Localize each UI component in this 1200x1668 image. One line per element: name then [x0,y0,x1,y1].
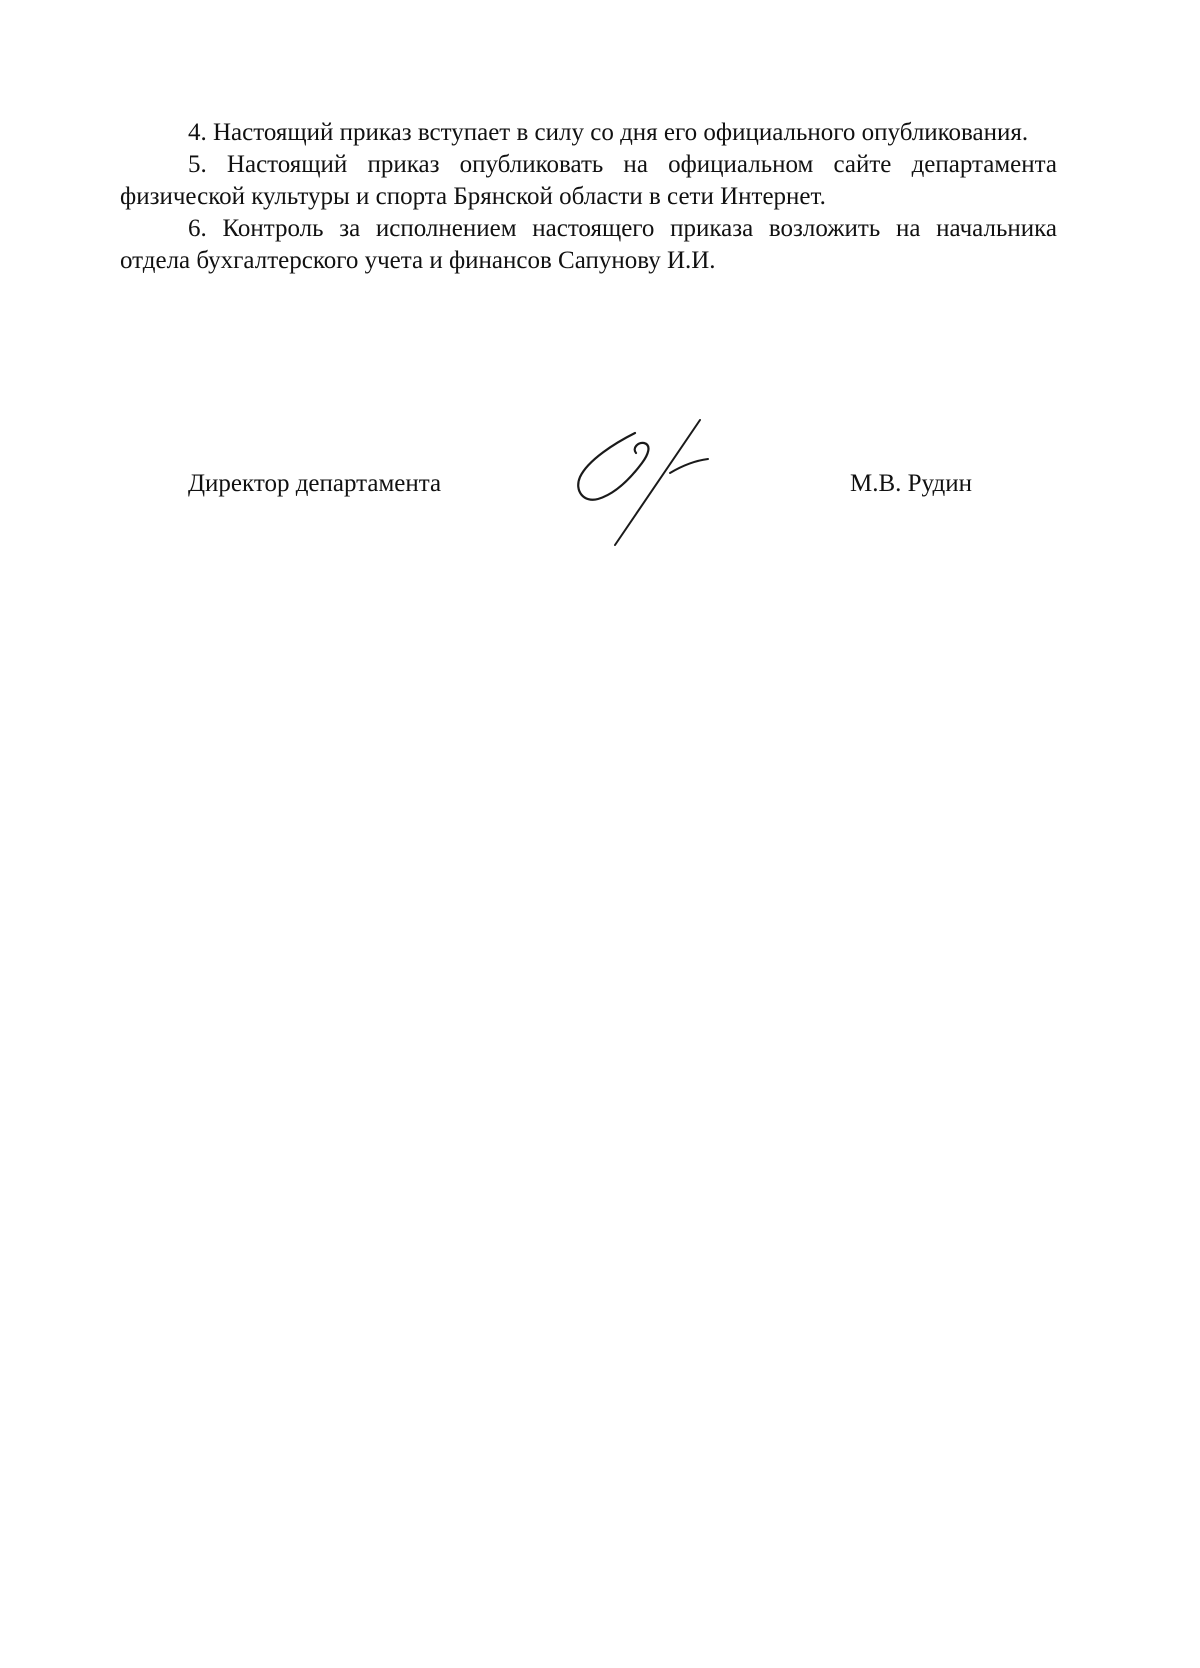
handwritten-signature [560,415,730,550]
document-body [120,117,1057,277]
paragraph-item-4: 4. Настоящий приказ вступает в силу со дня его официального опубликования. [188,119,1029,146]
signatory-name: М.В. Рудин [850,470,972,497]
signatory-position: Директор департамента [188,470,442,497]
paragraph-item-5: 5. Настоящий приказ опубликовать на официальном сайте департамента физической культуры и спорта Брянской области в сети Интернет. [120,151,1057,210]
paragraph-item-6: 6. Контроль за исполнением настоящего приказа возложить на начальника отдела бухгалтерского учета и финансов Сапунову И.И. [120,215,1057,274]
